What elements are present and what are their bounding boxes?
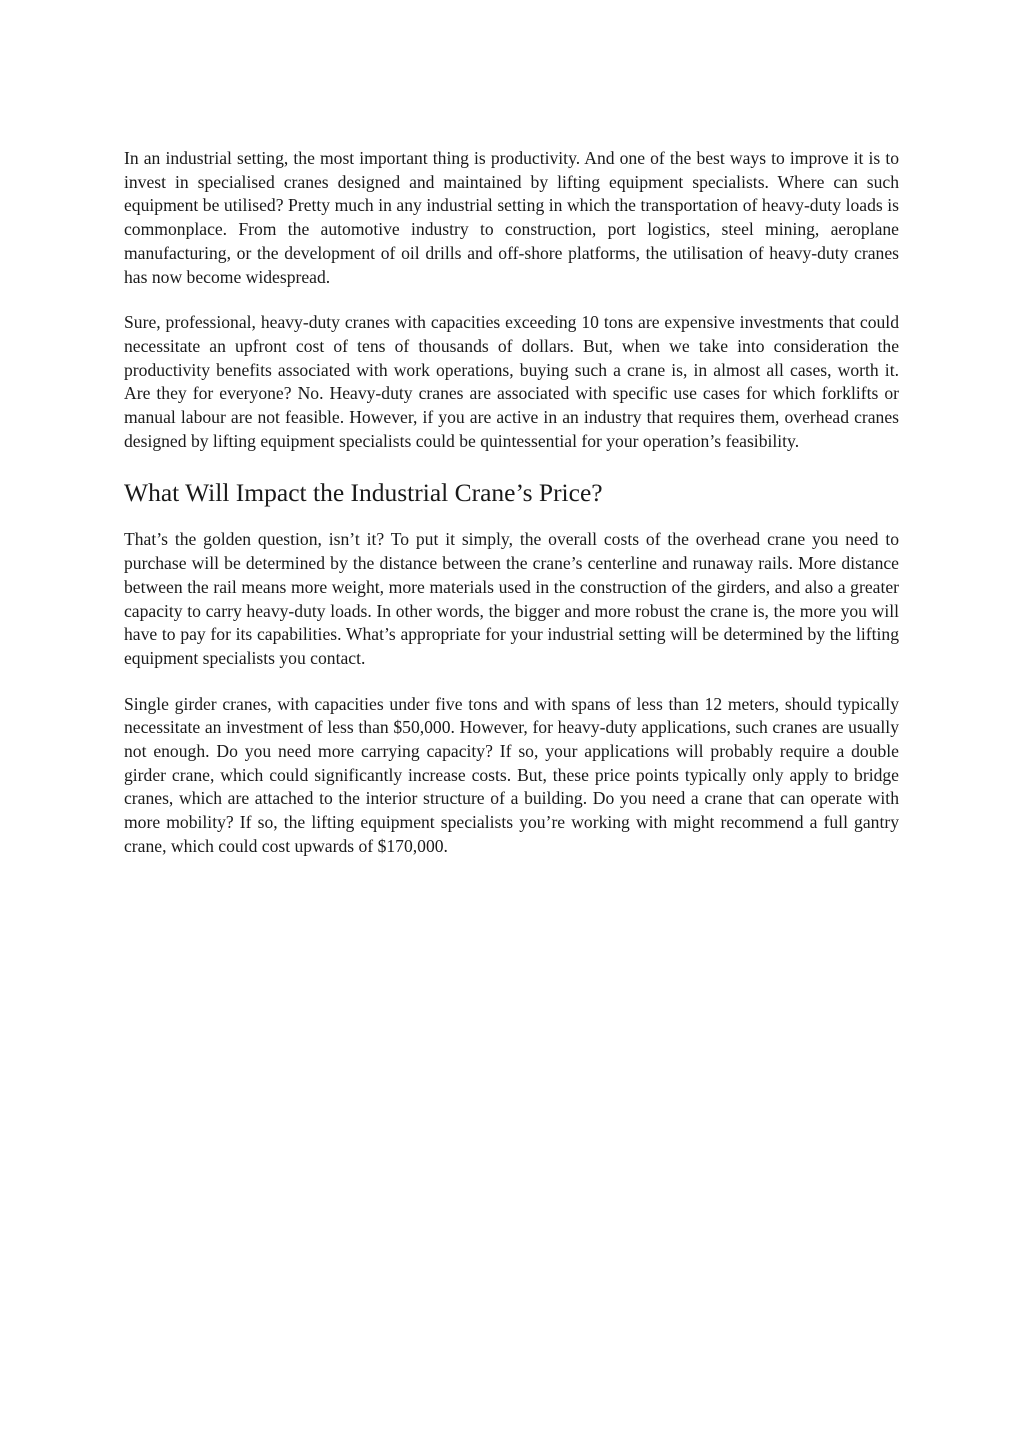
paragraph-intro-1: In an industrial setting, the most important thing is productivity. And one of the best ways to improve it is to invest in specialised cranes designed and maintained by lifting equipment specialists. Where can such equipment be utilised? Pretty much in any industrial setting in which the transportation of heavy-duty loads is commonplace. From the automotive industry to construction, port logistics, steel mining, aeroplane manufacturing, or the development of oil drills and off-shore platforms, the utilisation of heavy-duty cranes has now become widespread. — [124, 148, 899, 287]
section-heading: What Will Impact the Industrial Crane’s Price? — [124, 478, 603, 508]
paragraph-body-2: Single girder cranes, with capacities under five tons and with spans of less than 12 meters, should typically necessitate an investment of less than $50,000. However, for heavy-duty applications, such cranes are usually not enough. Do you need more carrying capacity? If so, your applications will probably require a double girder crane, which could significantly increase costs. But, these price points typically only apply to bridge cranes, which are attached to the interior structure of a building. Do you need a crane that can operate with more mobility? If so, the lifting equipment specialists you’re working with might recommend a full gantry crane, which could cost upwards of $170,000. — [124, 693, 899, 856]
paragraph-body-1: That’s the golden question, isn’t it? To put it simply, the overall costs of the overhead crane you need to purchase will be determined by the distance between the crane’s centerline and runaway rails. More distance between the rail means more weight, more materials used in the construction of the girders, and also a greater capacity to carry heavy-duty loads. In other words, the bigger and more robust the crane is, the more you will have to pay for its capabilities. What’s appropriate for your industrial setting will be determined by the lifting equipment specialists you contact. — [124, 529, 899, 668]
paragraph-intro-2: Sure, professional, heavy-duty cranes with capacities exceeding 10 tons are expensive investments that could necessitate an upfront cost of tens of thousands of dollars. But, when we take into consideration the productivity benefits associated with work operations, buying such a crane is, in almost all cases, worth it. Are they for everyone? No. Heavy-duty cranes are associated with specific use cases for which forklifts or manual labour are not feasible. However, if you are active in an industry that requires them, overhead cranes designed by lifting equipment specialists could be quintessential for your operation’s feasibility. — [124, 312, 899, 451]
document-page — [124, 147, 899, 859]
